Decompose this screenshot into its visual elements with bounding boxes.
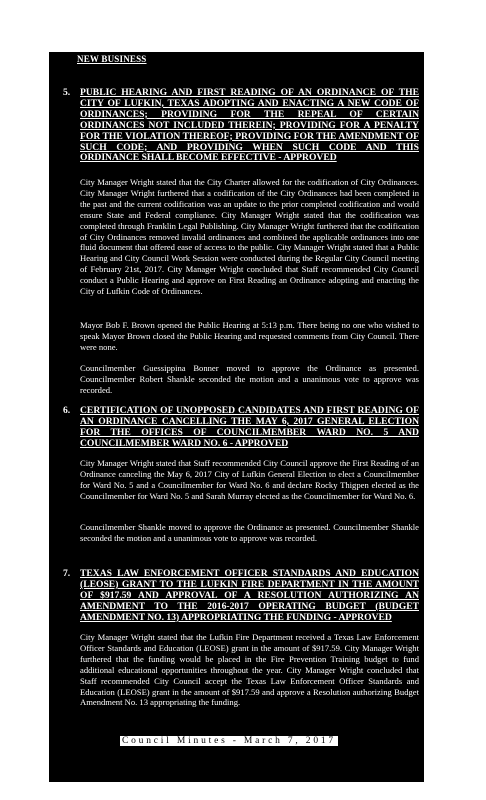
page-number: 2 [49, 735, 54, 745]
item-5-paragraph-3: Councilmember Guessippina Bonner moved to approve the Ordinance as presented. Councilmember Robert Shankle seconded the motion and a unanimous vote to approve was recorded. [80, 363, 419, 395]
document-page [49, 52, 424, 782]
section-header: NEW BUSINESS [77, 54, 147, 64]
item-6-paragraph-1: City Manager Wright stated that Staff recommended City Council approve the First Reading of an Ordinance canceling the May 6, 2017 City of Lufkin General Election to elect a Councilmember for Ward No. 5 and a Councilmember for Ward No. 6 and declare Rocky Thigpen elected as the Councilmember for Ward No. 5 and Sarah Murray elected as the Councilmember for Ward No. 6. [80, 458, 419, 501]
agenda-item-5 [63, 88, 419, 164]
page-footer [0, 735, 486, 755]
item-title: TEXAS LAW ENFORCEMENT OFFICER STANDARDS AND EDUCATION (LEOSE) GRANT TO THE LUFKIN FIRE DEPARTMENT IN THE AMOUNT OF $917.59 AND APPROVAL OF A RESOLUTION AUTHORIZING AN AMENDMENT TO THE 2016-2017 OPERATING BUDGET (BUDGET AMENDMENT NO. 13) APPROPRIATING THE FUNDING - APPROVED [80, 568, 419, 623]
item-number: 7. [63, 568, 71, 579]
item-number: 6. [63, 405, 71, 416]
item-number: 5. [63, 87, 71, 98]
item-5-paragraph-1: City Manager Wright stated that the City Charter allowed for the codification of City Ordinances. City Manager Wright furthered that a codification of the City Ordinances had been completed in the past and the current codification was an update to the prior completed codification and would ensure State and Federal compliance. City Manager Wright stated that the codification was completed through Franklin Legal Publishing. City Manager Wright furthered that the codification of City Ordinances removed invalid ordinances and combined the applicable ordinances into one fluid document that offered ease of access to the public. City Manager Wright stated that a Public Hearing and City Council Work Session were conducted during the Regular City Council meeting of February 21st, 2017. City Manager Wright concluded that Staff recommended City Council conduct a Public Hearing and approve on First Reading an Ordinance adopting and enacting the City of Lufkin Code of Ordinances. [80, 177, 419, 297]
footer-rule [54, 748, 374, 749]
item-5-paragraph-2: Mayor Bob F. Brown opened the Public Hearing at 5:13 p.m. There being no one who wished to speak Mayor Brown closed the Public Hearing and requested comments from City Council. There were none. [80, 320, 419, 352]
item-7-paragraph-1: City Manager Wright stated that the Lufkin Fire Department received a Texas Law Enforcement Officer Standards and Education (LEOSE) grant in the amount of $917.59. City Manager Wright furthered that the funding would be placed in the Fire Prevention Training budget to fund additional educational opportunities throughout the year. City Manager Wright concluded that Staff recommended City Council accept the Texas Law Enforcement Officer Standards and Education (LEOSE) grant in the amount of $917.59 and approve a Resolution authorizing Budget Amendment No. 13 appropriating the funding. [80, 632, 419, 708]
item-title: CERTIFICATION OF UNOPPOSED CANDIDATES AND FIRST READING OF AN ORDINANCE CANCELLING THE MAY 6, 2017 GENERAL ELECTION FOR THE OFFICES OF COUNCILMEMBER WARD NO. 5 AND COUNCILMEMBER WARD NO. 6 - APPROVED [80, 405, 419, 449]
item-6-paragraph-2: Councilmember Shankle moved to approve the Ordinance as presented. Councilmember Shankle seconded the motion and a unanimous vote to approve was recorded. [80, 522, 419, 543]
item-title: PUBLIC HEARING AND FIRST READING OF AN ORDINANCE OF THE CITY OF LUFKIN, TEXAS ADOPTING AND ENACTING A NEW CODE OF ORDINANCES; PROVIDING FOR THE REPEAL OF CERTAIN ORDINANCES NOT INCLUDED THEREIN; PROVIDING FOR A PENALTY FOR THE VIOLATION THEREOF; PROVIDING FOR THE AMENDMENT OF SUCH CODE; AND PROVIDING WHEN SUCH CODE AND THIS ORDINANCE SHALL BECOME EFFECTIVE - APPROVED [80, 87, 419, 164]
footer-text: Council Minutes - March 7, 2017 [122, 736, 336, 746]
agenda-item-6 [63, 406, 419, 450]
agenda-item-7 [63, 569, 419, 624]
